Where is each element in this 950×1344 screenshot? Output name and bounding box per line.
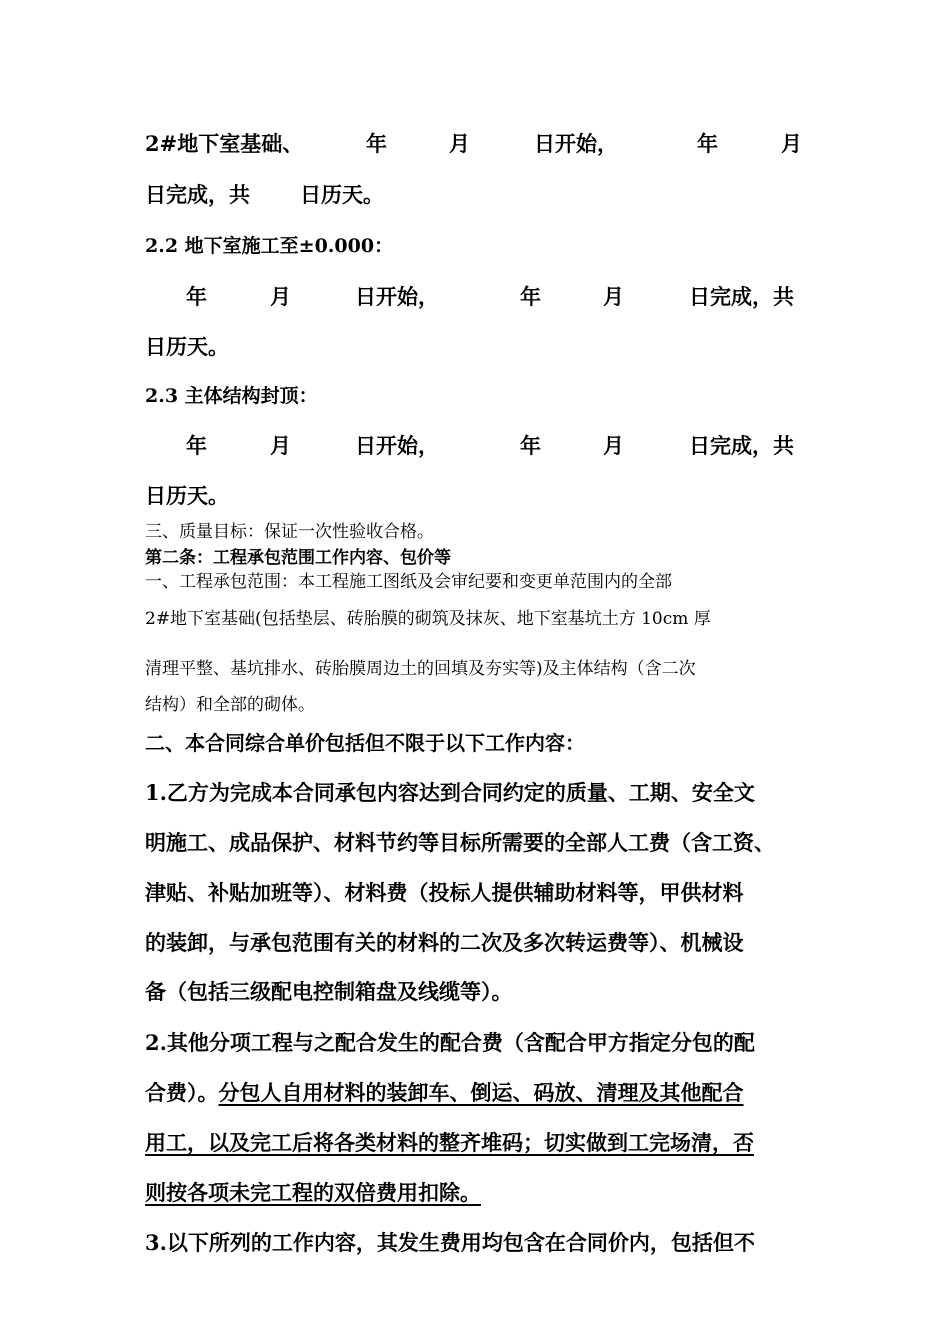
month-field: 月 bbox=[449, 131, 470, 156]
item-1-line-1: 1.乙方为完成本合同承包内容达到合同约定的质量、工期、安全文 bbox=[145, 780, 755, 805]
item-1-line-5: 备（包括三级配电控制箱盘及线缆等）。 bbox=[145, 979, 513, 1004]
section-2-3-title: 2.3 主体结构封顶： bbox=[145, 385, 318, 407]
scope-line-2: 2#地下室基础(包括垫层、砖胎膜的砌筑及抹灰、地下室基坑土方 10cm 厚 bbox=[145, 609, 711, 629]
section-2-2-title: 2.2 地下室施工至±0.000： bbox=[145, 235, 394, 257]
item-2-line-1: 2.其他分项工程与之配合发生的配合费（含配合甲方指定分包的配 bbox=[145, 1030, 755, 1055]
item-1-line-3: 津贴、补贴加班等）、材料费（投标人提供辅助材料等，甲供材料 bbox=[145, 880, 744, 905]
completion-text: 日完成，共 bbox=[145, 182, 250, 207]
start-label: 2#地下室基础、 bbox=[145, 131, 304, 156]
calendar-days-text: 日历天。 bbox=[300, 182, 384, 207]
item-3-line-1: 3.以下所列的工作内容，其发生费用均包含在合同价内，包括但不 bbox=[145, 1230, 755, 1255]
month-field-2: 月 bbox=[781, 131, 802, 156]
item-1-line-4: 的装卸，与承包范围有关的材料的二次及多次转运费等）、机械设 bbox=[145, 930, 744, 955]
end-day-field: 日完成，共 bbox=[689, 284, 794, 309]
section-2-3-line-2: 日历天。 bbox=[145, 483, 229, 508]
scope-line-4: 结构）和全部的砌体。 bbox=[145, 695, 315, 715]
month-field-2: 月 bbox=[603, 284, 624, 309]
price-intro: 二、本合同综合单价包括但不限于以下工作内容： bbox=[145, 731, 585, 755]
scope-line-1: 一、工程承包范围：本工程施工图纸及会审纪要和变更单范围内的全部 bbox=[145, 572, 672, 592]
item-2-line-4: 则按各项未完工程的双倍费用扣除。 bbox=[145, 1180, 481, 1205]
month-field: 月 bbox=[270, 284, 291, 309]
section-2-1-line-2 bbox=[145, 179, 384, 209]
section-2-2-line-2: 日历天。 bbox=[145, 334, 229, 359]
item-2-line-3: 用工，以及完工后将各类材料的整齐堆码；切实做到工完场清，否 bbox=[145, 1130, 754, 1155]
year-field-2: 年 bbox=[520, 284, 541, 309]
month-field-2: 月 bbox=[603, 433, 624, 458]
year-field: 年 bbox=[186, 433, 207, 458]
quality-target: 三、质量目标：保证一次性验收合格。 bbox=[145, 522, 434, 542]
section-2-1-line-1 bbox=[145, 128, 303, 158]
year-field-2: 年 bbox=[697, 131, 718, 156]
article-2-title: 第二条：工程承包范围工作内容、包价等 bbox=[145, 548, 451, 568]
month-field: 月 bbox=[270, 433, 291, 458]
item-2-plain-text: 合费）。 bbox=[145, 1080, 219, 1105]
year-field: 年 bbox=[186, 284, 207, 309]
end-day-field: 日完成，共 bbox=[689, 433, 794, 458]
year-field: 年 bbox=[366, 131, 387, 156]
item-2-line-2 bbox=[145, 1077, 744, 1107]
item-2-underlined-text: 分包人自用材料的装卸车、倒运、码放、清理及其他配合 bbox=[218, 1080, 744, 1105]
item-1-line-2: 明施工、成品保护、材料节约等目标所需要的全部人工费（含工资、 bbox=[145, 830, 775, 855]
start-day-field: 日开始， bbox=[355, 284, 439, 309]
year-field-2: 年 bbox=[520, 433, 541, 458]
start-day-field: 日开始， bbox=[534, 131, 618, 156]
scope-line-3: 清理平整、基坑排水、砖胎膜周边土的回填及夯实等)及主体结构（含二次 bbox=[145, 659, 696, 679]
start-day-field: 日开始， bbox=[355, 433, 439, 458]
